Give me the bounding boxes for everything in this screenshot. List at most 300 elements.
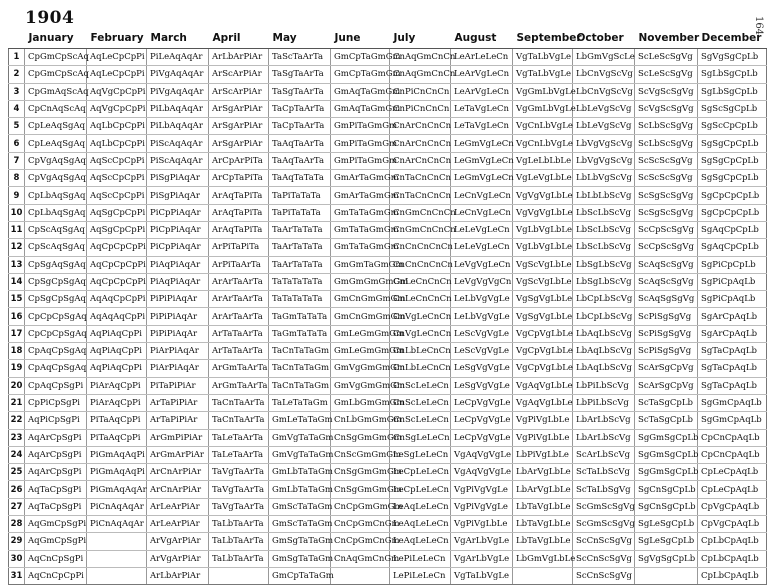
table-cell: ArArTaArTa (209, 308, 269, 325)
table-cell: CnScLeLeCn (390, 412, 451, 429)
table-cell: CpSgAqSgAq (25, 256, 87, 273)
table-cell: LeVgVgLeCn (451, 256, 513, 273)
table-cell: LeCpVgVgLe (451, 412, 513, 429)
day-number: 31 (9, 567, 25, 584)
table-cell: CnAqGmCnGm (331, 550, 390, 567)
table-cell: ArScArPiAr (209, 66, 269, 83)
table-cell: CnArCnCnCn (390, 118, 451, 135)
table-cell: CpPiCpSgPi (25, 394, 87, 411)
table-cell: CpLbCpAqLb (698, 567, 767, 584)
table-cell: ScScScSgVg (635, 152, 698, 169)
table-cell: TaPiTaTaTa (269, 187, 331, 204)
table-cell: CpVgAqSgAq (25, 170, 87, 187)
day-number: 5 (9, 118, 25, 135)
table-cell: GmSgTaTaGm (269, 550, 331, 567)
table-cell: CnSgGmGmGm (331, 481, 390, 498)
day-number: 17 (9, 325, 25, 342)
table-row (9, 533, 767, 550)
day-number: 2 (9, 66, 25, 83)
table-cell: GmSgTaTaGm (269, 533, 331, 550)
table-cell: TaCnTaArTa (209, 394, 269, 411)
table-cell: GmScTaTaGm (269, 498, 331, 515)
month-header: November (635, 28, 698, 49)
table-cell: SgGmSgCpLb (635, 446, 698, 463)
table-cell (87, 567, 147, 584)
table-cell: VgGmLbVgLe (513, 83, 573, 100)
table-cell: PiScAqAqAr (147, 152, 209, 169)
month-header: May (269, 28, 331, 49)
table-cell: VgVgVgLbLe (513, 204, 573, 221)
table-row (9, 308, 767, 325)
table-cell: TaArTaTaTa (269, 221, 331, 238)
day-number: 18 (9, 343, 25, 360)
table-cell: LeTaVgLeCn (451, 118, 513, 135)
table-cell: CpLbAqSgAq (25, 204, 87, 221)
table-cell: SgScSgCpLb (698, 100, 767, 117)
table-cell: ArLeArPiAr (147, 516, 209, 533)
table-cell: CpLeCpAqLb (698, 481, 767, 498)
table-cell: VgPiVgVgLe (451, 498, 513, 515)
table-cell: LeScVgVgLe (451, 343, 513, 360)
table-cell: TaAqTaTaTa (269, 170, 331, 187)
table-cell: ArSgArPiAr (209, 100, 269, 117)
table-cell: LbLeVgScVg (573, 118, 635, 135)
table-cell: ArSgArPiAr (209, 118, 269, 135)
table-cell: ScVgScSgVg (635, 83, 698, 100)
table-cell: AqVgCpCpPi (87, 100, 147, 117)
table-cell: CnVgLeCnCn (390, 308, 451, 325)
table-cell: SgCpCpCpLb (698, 187, 767, 204)
table-cell: SgSgCpCpLb (698, 170, 767, 187)
table-cell: AqScCpCpPi (87, 170, 147, 187)
table-row (9, 291, 767, 308)
table-cell: TaPiTaTaTa (269, 204, 331, 221)
table-cell: ArSgArPiAr (209, 135, 269, 152)
table-cell: CnLeCnCnCn (390, 273, 451, 290)
table-cell: LbCpLbScVg (573, 308, 635, 325)
table-cell: ArScArPiAr (209, 83, 269, 100)
table-cell: CnScLeLeCn (390, 377, 451, 394)
table-cell: ArAqTaPiTa (209, 187, 269, 204)
day-number: 21 (9, 394, 25, 411)
table-cell: AqPiAqCpPi (87, 325, 147, 342)
table-cell: CnSgLeLeCn (390, 429, 451, 446)
table-cell: SgSgCpCpLb (698, 152, 767, 169)
table-row (9, 135, 767, 152)
table-cell: VgLbVgLbLe (513, 239, 573, 256)
table-cell: CpSgCpSgAq (25, 273, 87, 290)
table-cell: GmLbTaTaGm (269, 464, 331, 481)
table-cell: AqLeCpCpPi (87, 66, 147, 83)
table-cell: ScAqSgSgVg (635, 291, 698, 308)
table-cell: PiGmAqAqAr (87, 481, 147, 498)
table-cell: ScArSgCpVg (635, 377, 698, 394)
day-number: 25 (9, 464, 25, 481)
table-cell: TaCpTaArTa (269, 118, 331, 135)
table-cell: SgCnSgCpLb (635, 481, 698, 498)
table-cell: PiGmAqAqPi (87, 446, 147, 463)
table-cell: TaTaTaTaTa (269, 291, 331, 308)
table-cell: GmGmGmGmGm (331, 273, 390, 290)
table-cell: ScArSgCpVg (635, 360, 698, 377)
table-row (9, 100, 767, 117)
table-cell: ScScScSgVg (635, 170, 698, 187)
day-number: 28 (9, 516, 25, 533)
table-cell: GmAqTaGmGm (331, 100, 390, 117)
table-cell: ArTaPiPiAr (147, 394, 209, 411)
table-cell: CpCnAqScAq (25, 100, 87, 117)
table-cell: AqScCpCpPi (87, 152, 147, 169)
table-cell: GmVgTaTaGm (269, 446, 331, 463)
table-cell: PiTaPiPiAr (147, 377, 209, 394)
table-cell: TaArTaTaTa (269, 239, 331, 256)
table-cell: SgVgSgCpLb (635, 550, 698, 567)
table-cell: SgArCpAqLb (698, 325, 767, 342)
table-cell: ArCnArPiAr (147, 481, 209, 498)
table-cell: VgPiVgLbLe (513, 412, 573, 429)
table-cell: AqCpCpCpPi (87, 273, 147, 290)
table-cell (87, 550, 147, 567)
table-cell (87, 533, 147, 550)
table-cell: PiCpPiAqAr (147, 204, 209, 221)
table-cell: ScGmScSgVg (573, 498, 635, 515)
table-cell: SgPiCpCpLb (698, 256, 767, 273)
table-cell: GmCnGmGmGm (331, 308, 390, 325)
table-cell: ScTaLbScVg (573, 464, 635, 481)
table-cell: CnPiCnCnCn (390, 83, 451, 100)
table-cell: ScArLbScVg (573, 446, 635, 463)
day-column-header (9, 28, 25, 49)
table-cell: GmCpTaTaGm (269, 567, 331, 584)
table-cell: LbAqLbScVg (573, 343, 635, 360)
table-cell: LbArVgLbLe (513, 481, 573, 498)
table-cell: PiPiPiAqAr (147, 308, 209, 325)
table-cell: VgPiVgLbLe (451, 516, 513, 533)
table-cell: ScPiSgSgVg (635, 343, 698, 360)
table-cell: VgCpVgLbLe (513, 325, 573, 342)
table-cell: GmLbTaTaGm (269, 481, 331, 498)
table-cell: AqArCpSgPi (25, 429, 87, 446)
table-cell: ArLeArPiAr (147, 498, 209, 515)
table-row (9, 118, 767, 135)
table-cell: VgCpVgLbLe (513, 360, 573, 377)
table-cell: AqTaCpSgPi (25, 481, 87, 498)
table-cell: LbTaVgLbLe (513, 533, 573, 550)
table-cell: CnSgGmGmGm (331, 429, 390, 446)
table-cell: PiTaAqCpPi (87, 429, 147, 446)
table-cell: GmGmTaGmGm (331, 256, 390, 273)
table-cell: GmCnGmGmGm (331, 291, 390, 308)
table-cell: GmPiTaGmGm (331, 152, 390, 169)
table-cell: CpSgCpSgAq (25, 291, 87, 308)
table-cell: ScLeScSgVg (635, 49, 698, 66)
table-cell: CnTaCnCnCn (390, 170, 451, 187)
day-number: 10 (9, 204, 25, 221)
table-cell: AqArCpSgPi (25, 446, 87, 463)
table-cell: LbAqLbScVg (573, 360, 635, 377)
table-cell: ScCnScSgVg (573, 533, 635, 550)
day-number: 20 (9, 377, 25, 394)
table-cell: PiLbAqAqAr (147, 100, 209, 117)
table-cell: ArVgArPiAr (147, 550, 209, 567)
table-cell: VgArLbVgLe (451, 550, 513, 567)
table-cell: CnVgLeCnCn (390, 325, 451, 342)
table-cell: AqSgCpCpPi (87, 204, 147, 221)
table-cell: ScCpScSgVg (635, 221, 698, 238)
table-cell: AqTaCpSgPi (25, 498, 87, 515)
table-cell: CpScAqSgAq (25, 221, 87, 238)
table-cell: GmLeGmGmGm (331, 343, 390, 360)
table-cell: PiGmAqAqPi (87, 464, 147, 481)
table-cell: LeCpVgVgLe (451, 394, 513, 411)
table-cell: TaVgTaArTa (209, 464, 269, 481)
month-header: August (451, 28, 513, 49)
table-cell: LeAqLeLeCn (390, 516, 451, 533)
table-cell: ScSgScSgVg (635, 187, 698, 204)
table-cell: PiAqPiAqAr (147, 273, 209, 290)
table-cell: LeTaVgLeCn (451, 100, 513, 117)
table-cell: LbCpLbScVg (573, 291, 635, 308)
table-cell: TaLbTaArTa (209, 516, 269, 533)
table-cell: SgTaCpAqLb (698, 343, 767, 360)
table-row (9, 446, 767, 463)
table-cell: ArTaPiPiAr (147, 412, 209, 429)
table-cell: LeVgVgVgCn (451, 273, 513, 290)
table-cell: CnCpGmGmGm (331, 498, 390, 515)
table-row (9, 221, 767, 238)
month-header: June (331, 28, 390, 49)
table-cell: TaCnTaArTa (209, 412, 269, 429)
table-cell: GmPiTaGmGm (331, 118, 390, 135)
table-cell: SgLeSgCpLb (635, 533, 698, 550)
table-cell: LbSgLbScVg (573, 273, 635, 290)
table-cell: VgLeLbLbLe (513, 152, 573, 169)
table-row (9, 239, 767, 256)
table-cell: GmScTaTaGm (269, 516, 331, 533)
table-row (9, 464, 767, 481)
table-cell: LbTaVgLbLe (513, 516, 573, 533)
table-cell: VgArLbVgLe (451, 533, 513, 550)
table-cell: ArGmPiPiAr (147, 429, 209, 446)
table-cell: CnLbLeCnCn (390, 360, 451, 377)
table-row (9, 273, 767, 290)
table-cell: AqPiAqCpPi (87, 360, 147, 377)
table-cell: ArPiTaArTa (209, 256, 269, 273)
table-cell: VgLbVgLbLe (513, 221, 573, 238)
table-cell: LbPiLbScVg (573, 394, 635, 411)
table-cell: CpGmCpScAq (25, 66, 87, 83)
table-cell: CnGmCnCnCn (390, 221, 451, 238)
table-cell: PiArAqCpPi (87, 377, 147, 394)
table-cell: PiSgPiAqAr (147, 187, 209, 204)
table-cell: PiCpPiAqAr (147, 239, 209, 256)
table-cell: GmPiTaGmGm (331, 135, 390, 152)
table-cell: VgCnLbVgLe (513, 135, 573, 152)
day-number: 7 (9, 152, 25, 169)
day-number: 30 (9, 550, 25, 567)
table-row (9, 429, 767, 446)
table-cell: TaCnTaTaGm (269, 377, 331, 394)
table-cell: CnAqGmCnCn (390, 66, 451, 83)
table-cell: TaCnTaTaGm (269, 360, 331, 377)
table-cell: LeGmVgLeCn (451, 170, 513, 187)
table-cell (635, 567, 698, 584)
table-cell: CnCnCnCnCn (390, 256, 451, 273)
table-row (9, 377, 767, 394)
table-cell: SgPiCpAqLb (698, 273, 767, 290)
table-cell: LbTaVgLbLe (513, 498, 573, 515)
table-cell: SgLeSgCpLb (635, 516, 698, 533)
table-cell: GmArTaGmGm (331, 187, 390, 204)
table-row (9, 152, 767, 169)
month-header: October (573, 28, 635, 49)
table-cell: LePiLeLeCn (390, 567, 451, 584)
table-cell: VgLeVgLbLe (513, 170, 573, 187)
page-number: 164 (752, 15, 764, 36)
table-cell: PiAqPiAqAr (147, 256, 209, 273)
table-cell: PiTaAqCpPi (87, 412, 147, 429)
table-cell: LeSgVgVgLe (451, 360, 513, 377)
table-cell: ScCnScSgVg (573, 550, 635, 567)
table-cell: SgScCpCpLb (698, 118, 767, 135)
table-cell: TaSgTaArTa (269, 66, 331, 83)
day-number: 29 (9, 533, 25, 550)
day-number: 1 (9, 49, 25, 66)
day-number: 8 (9, 170, 25, 187)
table-cell: SgGmCpAqLb (698, 412, 767, 429)
table-cell: LbGmVgLbLe (513, 550, 573, 567)
table-cell: SgGmSgCpLb (635, 464, 698, 481)
table-cell: AqArCpSgPi (25, 464, 87, 481)
table-cell: AqScCpCpPi (87, 187, 147, 204)
table-cell: VgAqVgLbLe (513, 394, 573, 411)
table-cell (513, 567, 573, 584)
table-cell: VgPiVgVgLe (451, 481, 513, 498)
table-cell: TaLeTaTaGm (269, 394, 331, 411)
table-cell: SgTaCpAqLb (698, 377, 767, 394)
table-cell: ScPiSgSgVg (635, 308, 698, 325)
table-cell: TaLeTaArTa (209, 446, 269, 463)
table-cell: PiPiPiAqAr (147, 325, 209, 342)
table-cell: ArTaTaArTa (209, 325, 269, 342)
table-row (9, 83, 767, 100)
table-cell: TaGmTaTaTa (269, 308, 331, 325)
table-cell: CpGmAqScAq (25, 83, 87, 100)
table-cell: PiPiPiAqAr (147, 291, 209, 308)
table-cell: SgGmCpAqLb (698, 394, 767, 411)
table-cell: GmLbGmGmGm (331, 394, 390, 411)
month-header: April (209, 28, 269, 49)
table-cell: CpGmCpScAq (25, 49, 87, 66)
table-cell: ScCpScSgVg (635, 239, 698, 256)
table-cell: ArCnArPiAr (147, 464, 209, 481)
table-cell: AqGmCpSgPi (25, 516, 87, 533)
table-cell: GmCpTaGmGm (331, 49, 390, 66)
table-cell: GmArTaGmGm (331, 170, 390, 187)
table-row (9, 550, 767, 567)
table-cell: LeSgLeLeCn (390, 446, 451, 463)
table-cell: AqAqAqCpPi (87, 308, 147, 325)
table-cell: SgCnSgCpLb (635, 498, 698, 515)
table-cell: PiCnAqAqAr (87, 516, 147, 533)
table-cell: VgAqVgLbLe (513, 377, 573, 394)
table-cell: CnArCnCnCn (390, 152, 451, 169)
table-cell: VgTaLbVgLe (513, 49, 573, 66)
table-cell: VgSgVgLbLe (513, 291, 573, 308)
table-cell: LbArLbScVg (573, 412, 635, 429)
day-number: 13 (9, 256, 25, 273)
table-cell: CnLbGmGmGm (331, 412, 390, 429)
table-cell: LeGmVgLeCn (451, 135, 513, 152)
table-cell: ArGmTaArTa (209, 377, 269, 394)
day-number: 6 (9, 135, 25, 152)
table-cell: CnCnCnCnCn (390, 239, 451, 256)
table-cell: CpVgCpAqLb (698, 516, 767, 533)
table-cell: LbPiVgLbLe (513, 446, 573, 463)
table-cell: LbCnVgScVg (573, 83, 635, 100)
table-cell: CnCpGmCnGm (331, 516, 390, 533)
table-cell: GmCpTaGmGm (331, 66, 390, 83)
day-number: 12 (9, 239, 25, 256)
table-cell: AqPiAqCpPi (87, 343, 147, 360)
table-cell: PiLeAqAqAr (147, 49, 209, 66)
table-cell: SgGmSgCpLb (635, 429, 698, 446)
table-row (9, 412, 767, 429)
table-cell: GmLeTaTaGm (269, 412, 331, 429)
table-cell: LePiLeLeCn (390, 550, 451, 567)
table-cell: ArArTaArTa (209, 273, 269, 290)
day-number: 9 (9, 187, 25, 204)
table-cell: ScLbScSgVg (635, 135, 698, 152)
table-cell: ArLbArPiAr (147, 567, 209, 584)
table-cell: PiCnAqAqAr (87, 498, 147, 515)
table-cell: ScCnScSgVg (573, 567, 635, 584)
table-cell: CpLeCpAqLb (698, 464, 767, 481)
table-cell: CpLbCpAqLb (698, 550, 767, 567)
table-cell: TaAqTaArTa (269, 135, 331, 152)
table-cell: GmAqTaGmGm (331, 83, 390, 100)
table-cell: GmTaTaGmGm (331, 221, 390, 238)
day-number: 16 (9, 308, 25, 325)
table-cell: CnArCnCnCn (390, 135, 451, 152)
table-cell: PiLbAqAqAr (147, 118, 209, 135)
table-cell: LbScLbScVg (573, 221, 635, 238)
table-cell: TaVgTaArTa (209, 498, 269, 515)
table-cell: LbAqLbScVg (573, 325, 635, 342)
table-cell: PiScAqAqAr (147, 135, 209, 152)
table-cell (209, 567, 269, 584)
table-cell: ScLbScSgVg (635, 118, 698, 135)
table-cell: LeCnVgLeCn (451, 187, 513, 204)
day-number: 3 (9, 83, 25, 100)
table-cell: ScVgScSgVg (635, 100, 698, 117)
table-cell: ArCpTaPiTa (209, 170, 269, 187)
table-cell: LbCnVgScVg (573, 66, 635, 83)
table-cell: CpAqCpSgPi (25, 377, 87, 394)
month-header: December (698, 28, 767, 49)
table-cell: LeLeVgLeCn (451, 221, 513, 238)
table-row (9, 187, 767, 204)
table-cell: AqGmCpSgPi (25, 533, 87, 550)
table-cell: LbVgVgScVg (573, 135, 635, 152)
table-cell: LbPiLbScVg (573, 377, 635, 394)
table-cell: ScSgScSgVg (635, 204, 698, 221)
day-number: 22 (9, 412, 25, 429)
table-cell: VgScVgLbLe (513, 273, 573, 290)
day-number: 23 (9, 429, 25, 446)
month-header: July (390, 28, 451, 49)
table-cell: PiSgPiAqAr (147, 170, 209, 187)
